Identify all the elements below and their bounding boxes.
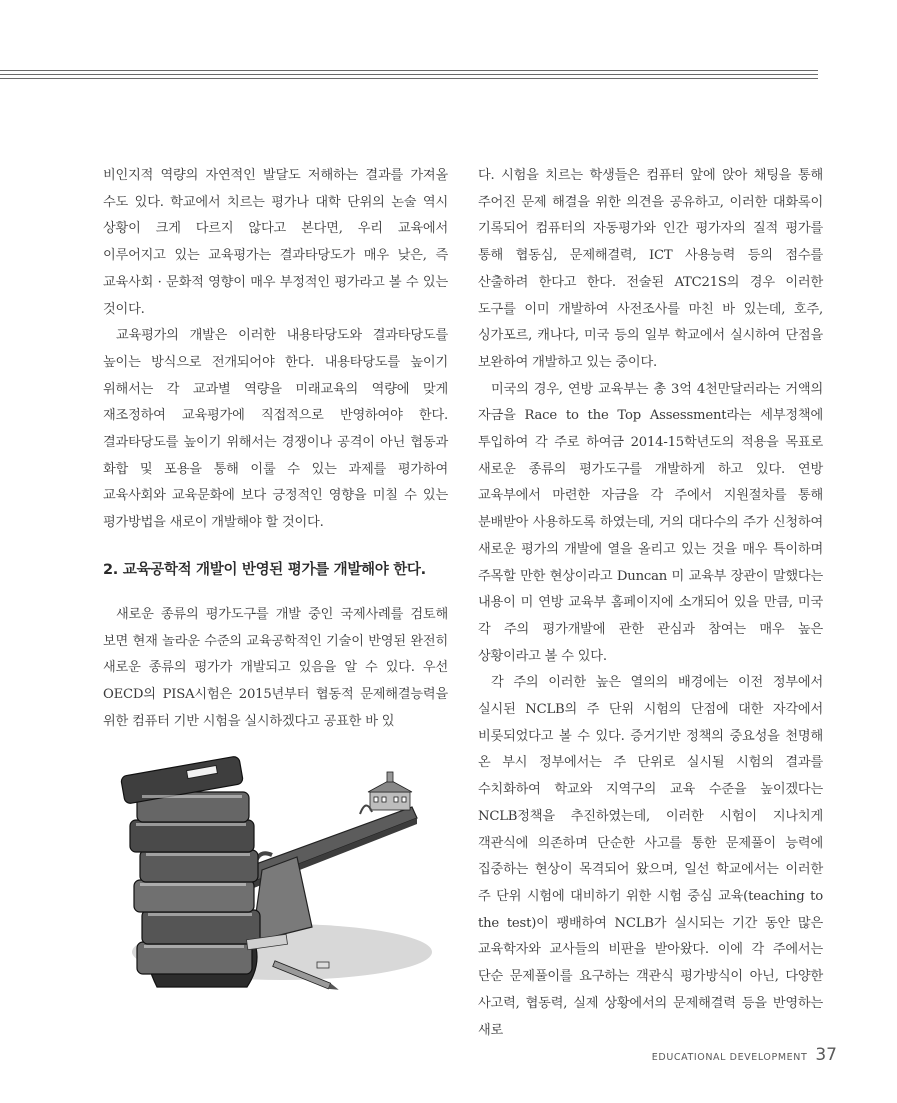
header-rule-2	[0, 74, 818, 75]
right-column	[478, 163, 823, 1044]
publication-name: EDUCATIONAL DEVELOPMENT	[651, 1052, 808, 1063]
page-number: 37	[815, 1045, 837, 1065]
left-column-top	[103, 163, 448, 537]
header-rule-1	[0, 70, 818, 71]
left-paragraph-1: 비인지적 역량의 자연적인 발달도 저해하는 결과를 가져올 수도 있다. 학교에서 치르는 평가나 대학 단위의 논술 역시 상황이 크게 다르지 않다고 본다면, 우리 교육에서 이루어지고 있는 교육평가는 결과타당도가 매우 낮은, 즉 교육사회 · 문화적 영향이 매우 부정적인 평가라고 볼 수 있는 것이다.	[103, 168, 448, 317]
page-footer	[652, 1045, 837, 1065]
header-rule-3	[0, 78, 818, 79]
left-paragraph-3: 새로운 종류의 평가도구를 개발 중인 국제사례를 검토해 보면 현재 놀라운 수준의 교육공학적인 기술이 반영된 완전히 새로운 종류의 평가가 개발되고 있음을 알 수 있다. 우선 OECD의 PISA시험은 2015년부터 협동적 문제해결능력을 위한 컴퓨터 기반 시험을 실시하겠다고 공표한 바 있	[103, 607, 448, 729]
left-paragraph-2: 교육평가의 개발은 이러한 내용타당도와 결과타당도를 높이는 방식으로 전개되어야 한다. 내용타당도를 높이기 위해서는 각 교과별 역량을 미래교육의 역량에 맞게 재조정하여 교육평가에 직접적으로 반영하여야 한다. 결과타당도를 높이기 위해서는 경쟁이나 공격이 아닌 협동과 화합 및 포용을 통해 이룰 수 있는 과제를 평가하여 교육사회와 교육문화에 보다 긍정적인 영향을 미칠 수 있는 평가방법을 새로이 개발해야 할 것이다.	[103, 328, 448, 531]
books-seesaw-illustration	[112, 752, 432, 1002]
right-paragraph-2: 미국의 경우, 연방 교육부는 총 3억 4천만달러라는 거액의 자금을 Race to the Top Assessment라는 세부정책에 투입하여 각 주로 하여금 2014-15학년도의 적용을 목표로 새로운 종류의 평가도구를 개발하게 하고 있다. 연방 교육부에서 마련한 자금을 각 주에서 지원절차를 통해 분배받아 사용하도록 하였는데, 거의 대다수의 주가 신청하여 새로운 평가의 개발에 열을 올리고 있는 것을 매우 특이하며 주목할 만한 현상이라고 Duncan 미 교육부 장관이 말했다는 내용이 미 연방 교육부 홈페이지에 소개되어 있을 만큼, 미국 각 주의 평가개발에 관한 관심과 참여는 매우 높은 상황이라고 볼 수 있다.	[478, 381, 823, 664]
left-column-bottom	[103, 602, 448, 736]
section-heading: 2. 교육공학적 개발이 반영된 평가를 개발해야 한다.	[103, 562, 426, 578]
right-paragraph-1: 다. 시험을 치르는 학생들은 컴퓨터 앞에 앉아 채팅을 통해 주어진 문제 해결을 위한 의견을 공유하고, 이러한 대화록이 기록되어 컴퓨터의 자동평가와 인간 평가자의 질적 평가를 통해 협동심, 문제해결력, ICT 사용능력 등의 점수를 산출하려 한다고 한다. 전술된 ATC21S의 경우 이러한 도구를 이미 개발하여 사전조사를 마친 바 있는데, 호주, 싱가포르, 캐나다, 미국 등의 일부 학교에서 실시하여 단점을 보완하여 개발하고 있는 중이다.	[478, 168, 823, 370]
right-paragraph-3: 각 주의 이러한 높은 열의의 배경에는 이전 정부에서 실시된 NCLB의 주 단위 시험의 단점에 대한 자각에서 비롯되었다고 볼 수 있다. 증거기반 정책의 중요성을 천명해 온 부시 정부에서는 주 단위로 실시될 시험의 결과를 수치화하여 학교와 지역구의 교육 수준을 높이겠다는 NCLB정책을 추진하였는데, 이러한 시험이 지나치게 객관식에 의존하며 단순한 사고를 통한 문제풀이 능력에 집중하는 현상이 목격되어 왔으며, 일선 학교에서는 이러한 주 단위 시험에 대비하기 위한 시험 중심 교육(teaching to the test)이 팽배하여 NCLB가 실시되는 기간 동안 많은 교육학자와 교사들의 비판을 받아왔다. 이에 각 주에서는 단순 문제풀이를 요구하는 객관식 평가방식이 아닌, 다양한 사고력, 협동력, 실제 상황에서의 문제해결력 등을 반영하는 새로	[478, 675, 823, 1038]
